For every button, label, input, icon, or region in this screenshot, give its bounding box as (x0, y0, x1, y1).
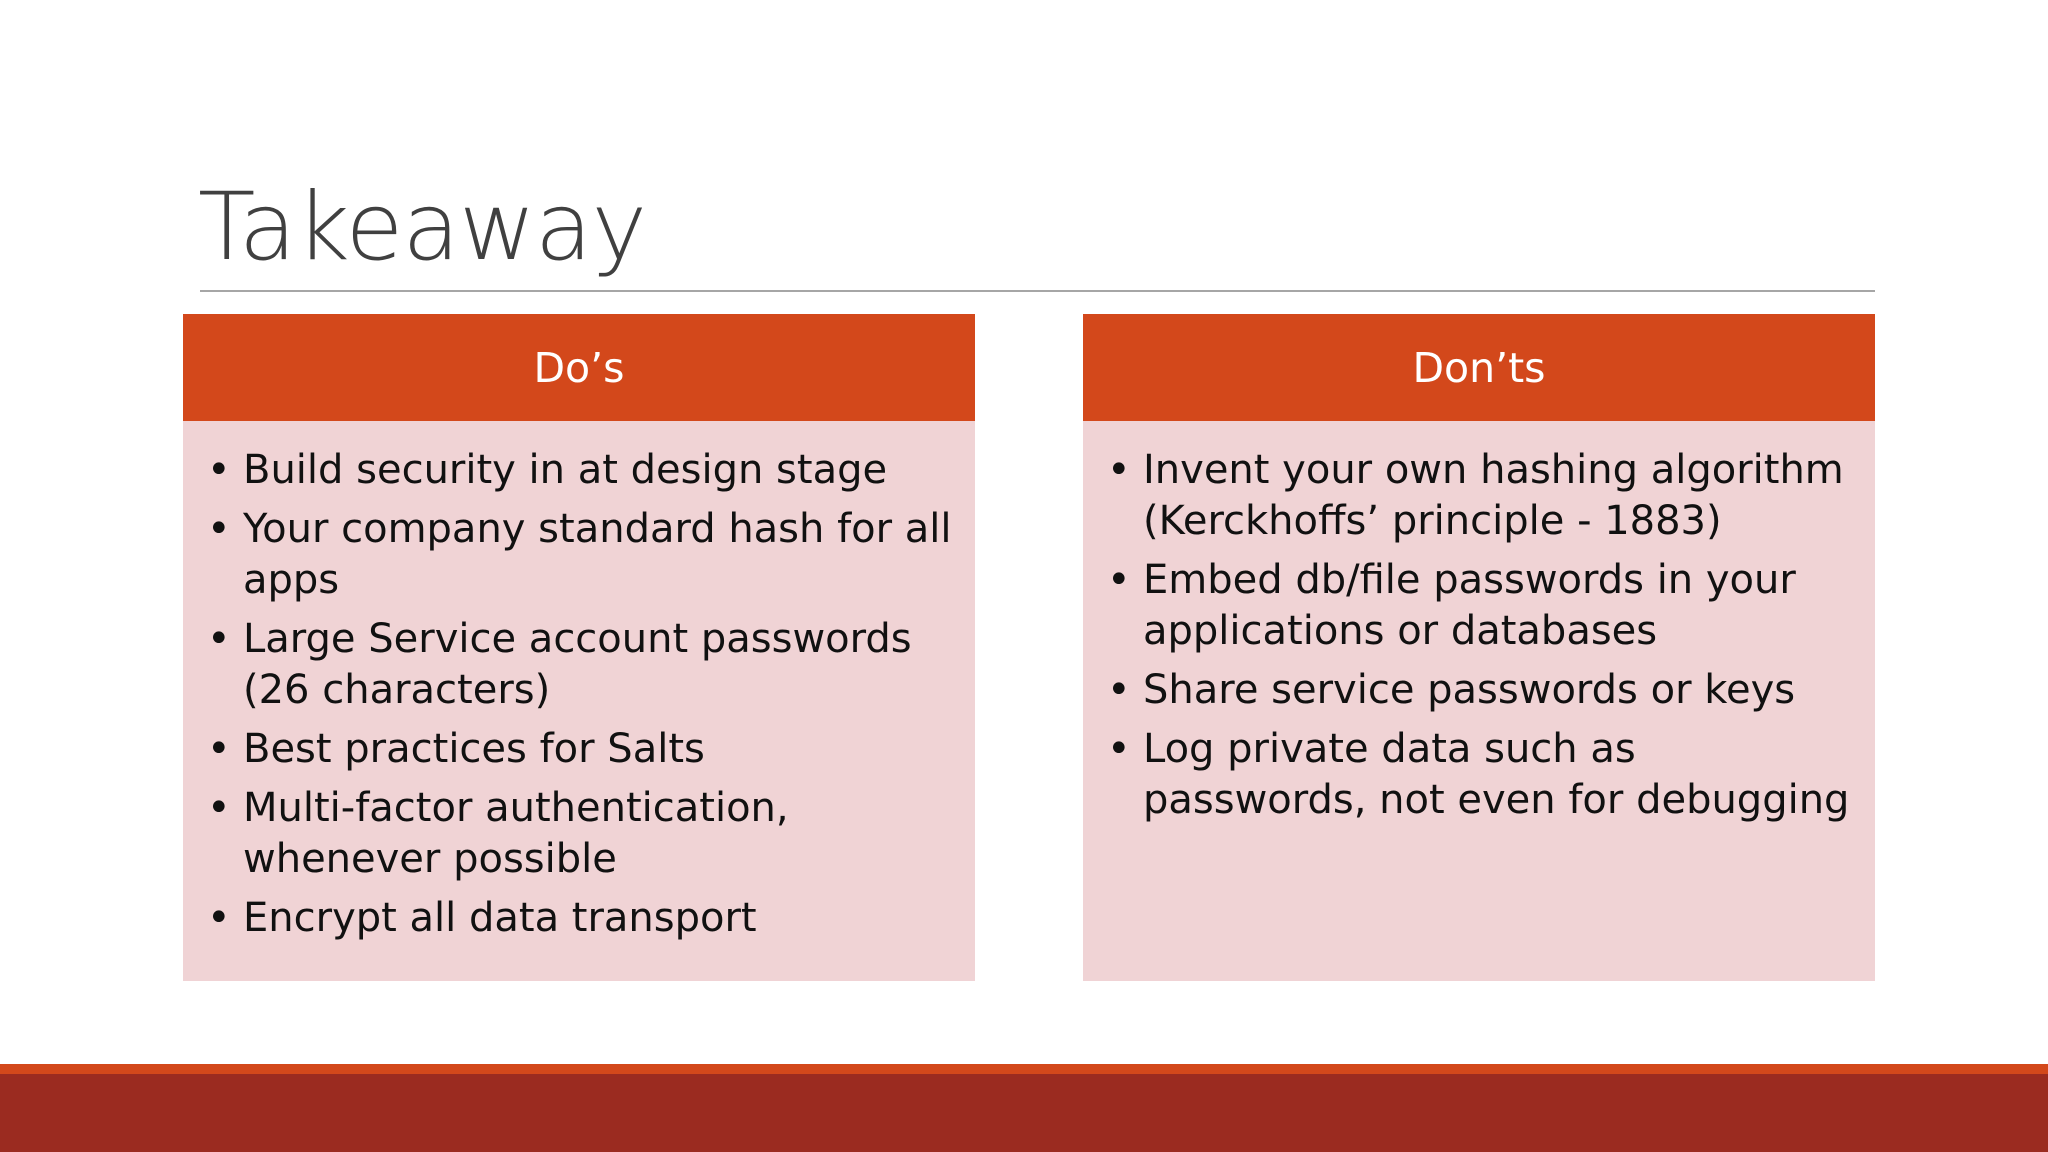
bullet-icon: • (1107, 447, 1131, 493)
dos-item (203, 504, 955, 606)
bullet-icon: • (207, 616, 231, 662)
dos-header: Do’s (183, 314, 975, 421)
bullet-icon: • (207, 726, 231, 772)
donts-item (1103, 724, 1855, 826)
bullet-icon: • (207, 785, 231, 831)
dos-item-text: Build security in at design stage (243, 447, 888, 493)
dos-card (183, 314, 975, 981)
bullet-icon: • (207, 447, 231, 493)
bullet-icon: • (207, 506, 231, 552)
donts-item-text: Invent your own hashing algorithm (Kerckhoffs’ principle - 1883) (1143, 447, 1844, 544)
dos-item-text: Large Service account passwords (26 characters) (243, 616, 912, 713)
bullet-icon: • (1107, 667, 1131, 713)
dos-item (203, 724, 955, 775)
dos-item-text: Your company standard hash for all apps (243, 506, 952, 603)
slide-title: Takeaway (198, 173, 647, 282)
dos-item-text: Encrypt all data transport (243, 895, 757, 941)
dos-item (203, 783, 955, 885)
dos-item-text: Best practices for Salts (243, 726, 705, 772)
footer-bar (0, 1074, 2048, 1152)
donts-item-text: Embed db/file passwords in your applications or databases (1143, 557, 1796, 654)
donts-list (1083, 421, 1875, 826)
donts-item-text: Log private data such as passwords, not even for debugging (1143, 726, 1850, 823)
dos-item-text: Multi-factor authentication, whenever possible (243, 785, 789, 882)
title-divider (200, 290, 1875, 292)
dos-item (203, 445, 955, 496)
donts-header: Don’ts (1083, 314, 1875, 421)
donts-item-text: Share service passwords or keys (1143, 667, 1796, 713)
bullet-icon: • (1107, 726, 1131, 772)
dos-item (203, 614, 955, 716)
bullet-icon: • (207, 895, 231, 941)
donts-item (1103, 665, 1855, 716)
donts-item (1103, 445, 1855, 547)
footer-accent-stripe (0, 1064, 2048, 1074)
donts-card (1083, 314, 1875, 981)
donts-item (1103, 555, 1855, 657)
dos-item (203, 893, 955, 944)
dos-list (183, 421, 975, 944)
bullet-icon: • (1107, 557, 1131, 603)
